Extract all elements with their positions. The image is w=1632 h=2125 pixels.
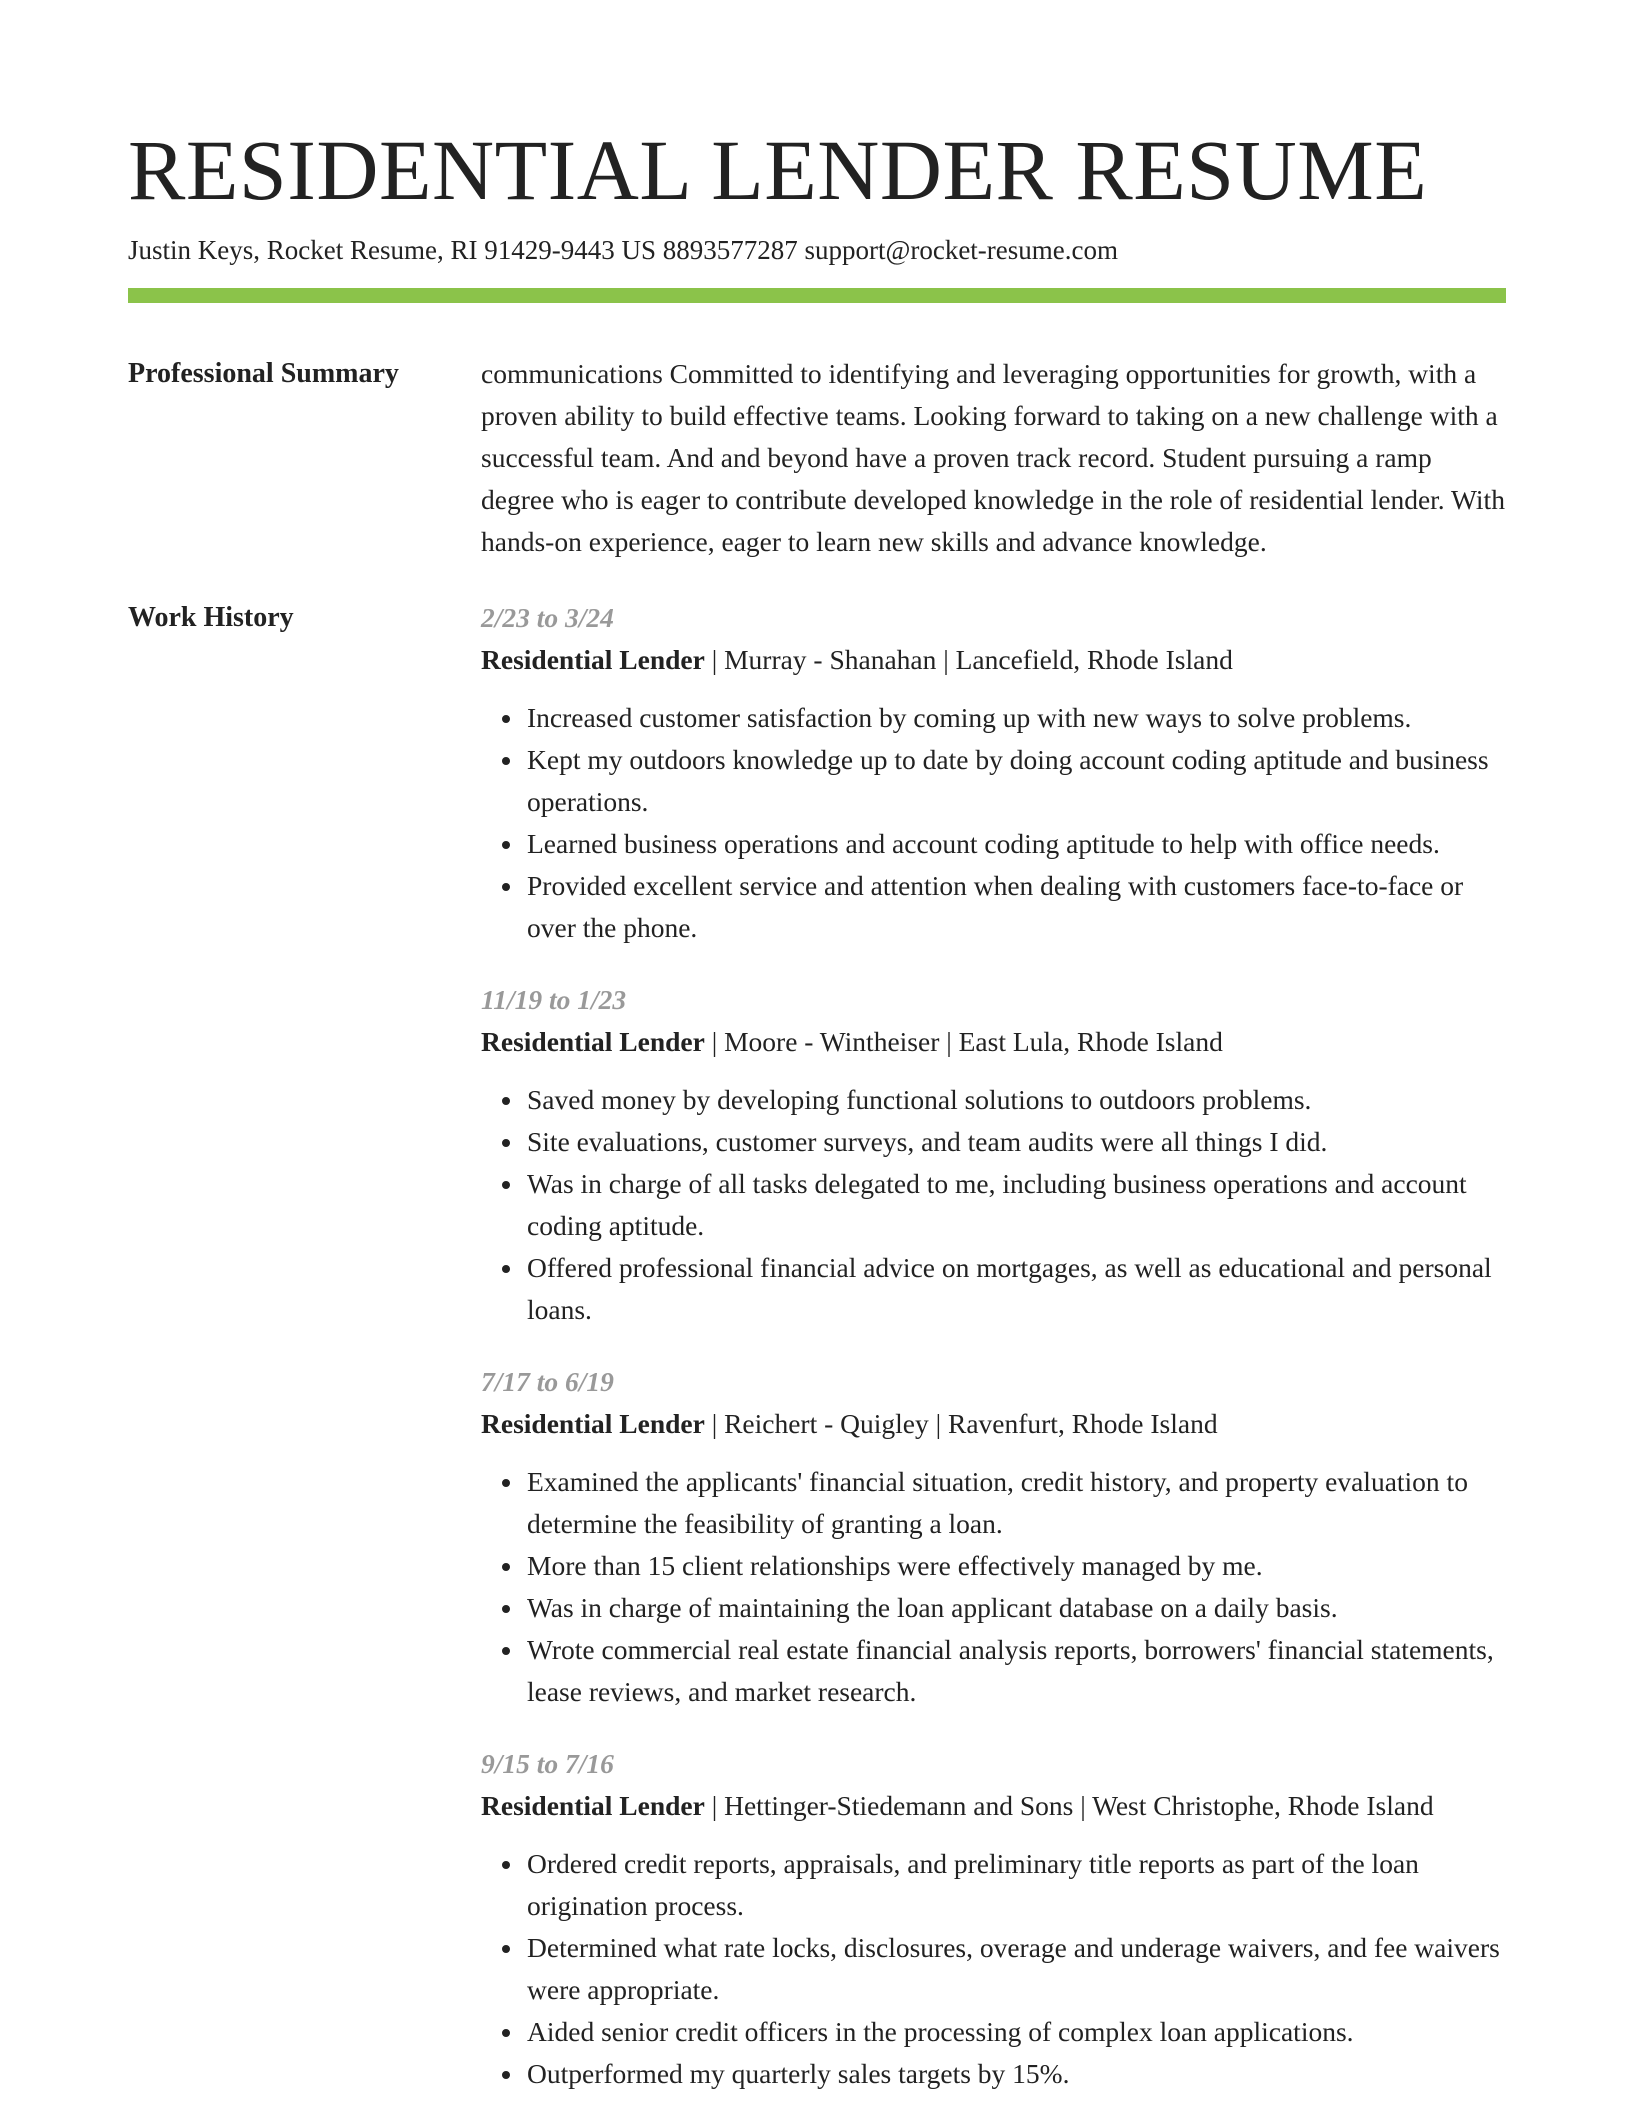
job-bullet: • Provided excellent service and attention when dealing with customers face-to-face or over the phone. [525, 865, 1506, 949]
job-role: Residential Lender [481, 1790, 705, 1821]
job-bullet: • Increased customer satisfaction by coming up with new ways to solve problems. [525, 697, 1506, 739]
job-bullet: • Saved money by developing functional solutions to outdoors problems. [525, 1079, 1506, 1121]
job-bullet: • Ordered credit reports, appraisals, and preliminary title reports as part of the loan origination process. [525, 1843, 1506, 1927]
job-bullets [481, 697, 1506, 949]
accent-divider [128, 288, 1506, 303]
job-bullet: • Site evaluations, customer surveys, and team audits were all things I did. [525, 1121, 1506, 1163]
resume-page [128, 120, 1506, 2125]
job-dates: 7/17 to 6/19 [481, 1366, 614, 1397]
job-company-location: | Murray - Shanahan | Lancefield, Rhode Island [704, 644, 1233, 675]
job-entry [481, 597, 1506, 949]
job-bullet: • Wrote commercial real estate financial analysis reports, borrowers' financial statements, lease reviews, and market research. [525, 1629, 1506, 1713]
job-dates: 11/19 to 1/23 [481, 984, 627, 1015]
job-bullets [481, 1843, 1506, 2095]
job-heading [481, 639, 1506, 681]
job-dates: 9/15 to 7/16 [481, 1748, 614, 1779]
job-heading [481, 1021, 1506, 1063]
job-bullet: • Was in charge of all tasks delegated to me, including business operations and account coding aptitude. [525, 1163, 1506, 1247]
job-bullet: • Was in charge of maintaining the loan applicant database on a daily basis. [525, 1587, 1506, 1629]
job-entry [481, 1361, 1506, 1713]
work-history-section [128, 597, 1506, 2125]
job-bullet: • Learned business operations and account coding aptitude to help with office needs. [525, 823, 1506, 865]
job-company-location: | Hettinger-Stiedemann and Sons | West Christophe, Rhode Island [704, 1790, 1434, 1821]
job-bullet: • Aided senior credit officers in the processing of complex loan applications. [525, 2011, 1506, 2053]
job-bullets [481, 1079, 1506, 1331]
job-company-location: | Reichert - Quigley | Ravenfurt, Rhode Island [704, 1408, 1218, 1439]
work-history-body [481, 597, 1506, 2125]
job-bullet: • Determined what rate locks, disclosures, overage and underage waivers, and fee waivers were appropriate. [525, 1927, 1506, 2011]
job-entry [481, 1743, 1506, 2095]
page-title: RESIDENTIAL LENDER RESUME [128, 122, 1428, 218]
contact-line: Justin Keys, Rocket Resume, RI 91429-9443 US 8893577287 support@rocket-resume.com [128, 235, 1118, 265]
job-bullet: • Examined the applicants' financial situation, credit history, and property evaluation to determine the feasibility of granting a loan. [525, 1461, 1506, 1545]
job-role: Residential Lender [481, 1408, 705, 1439]
job-dates: 2/23 to 3/24 [481, 602, 614, 633]
job-role: Residential Lender [481, 1026, 705, 1057]
work-history-label: Work History [128, 602, 294, 633]
summary-body [481, 353, 1506, 563]
job-bullet: • Offered professional financial advice on mortgages, as well as educational and personal loans. [525, 1247, 1506, 1331]
job-bullet: • Outperformed my quarterly sales targets by 15%. [525, 2053, 1506, 2095]
job-entry [481, 979, 1506, 1331]
job-bullet: • Kept my outdoors knowledge up to date by doing account coding aptitude and business operations. [525, 739, 1506, 823]
summary-text: communications Committed to identifying and leveraging opportunities for growth, with a proven ability to build effective teams. Looking forward to taking on a new challenge with a successful team. And and beyond have a proven track record. Student pursuing a ramp degree who is eager to contribute developed knowledge in the role of residential lender. With hands-on experience, eager to learn new skills and advance knowledge. [481, 358, 1505, 557]
job-company-location: | Moore - Wintheiser | East Lula, Rhode Island [704, 1026, 1223, 1057]
job-heading [481, 1403, 1506, 1445]
summary-section [128, 353, 1506, 563]
job-role: Residential Lender [481, 644, 705, 675]
job-bullets [481, 1461, 1506, 1713]
job-heading [481, 1785, 1506, 1827]
summary-label: Professional Summary [128, 358, 399, 389]
job-bullet: • More than 15 client relationships were effectively managed by me. [525, 1545, 1506, 1587]
